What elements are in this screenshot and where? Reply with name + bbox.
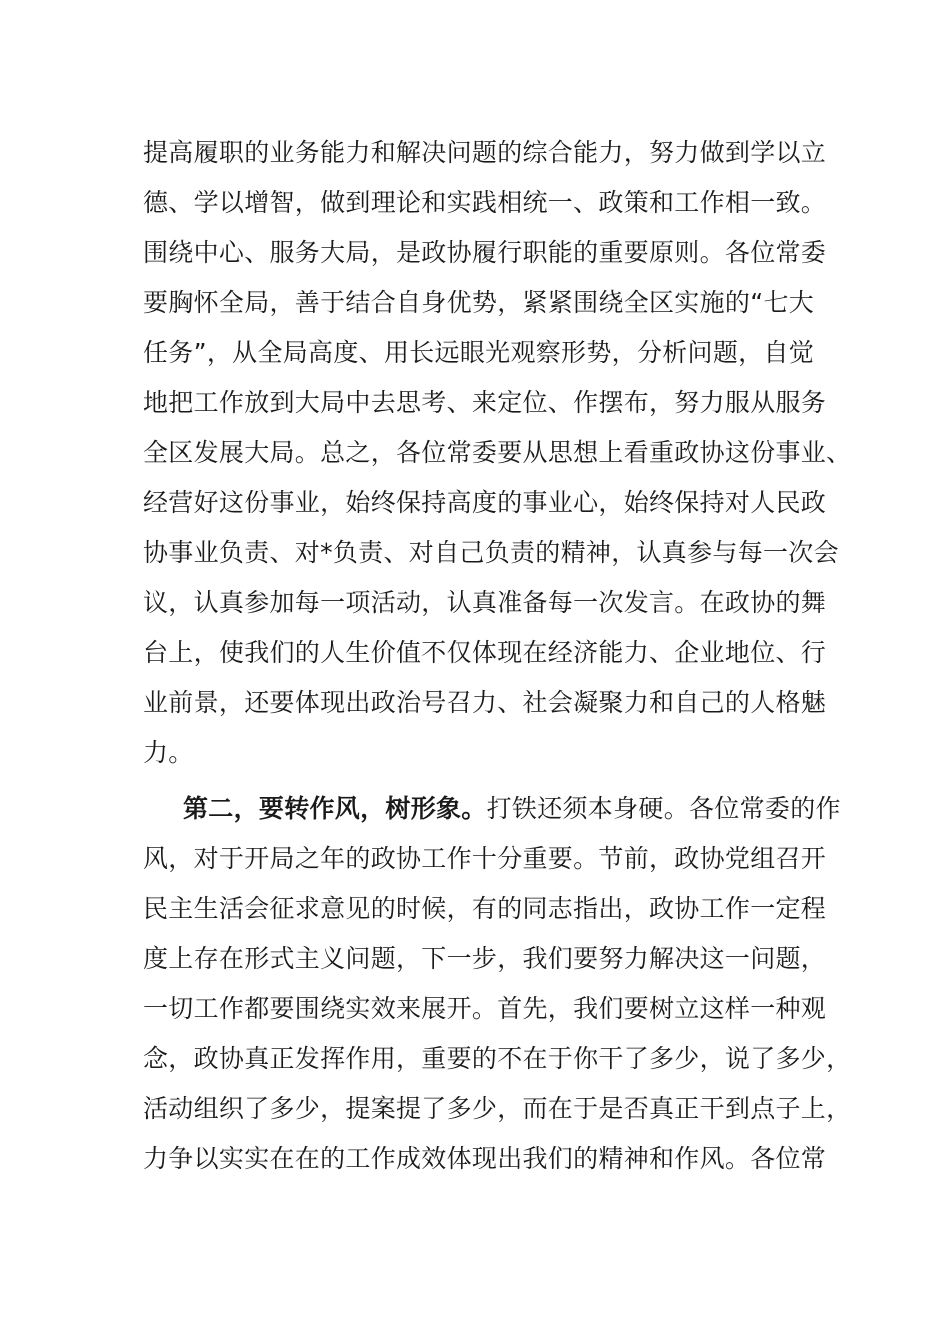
paragraph-1-line: 力。 xyxy=(143,738,194,767)
paragraph-1-line: 地把工作放到大局中去思考、来定位、作摆布，努力服从服务 xyxy=(143,388,827,417)
paragraph-2 xyxy=(143,784,852,1184)
paragraph-2-line: 风，对于开局之年的政协工作十分重要。节前，政协党组召开 xyxy=(143,844,827,873)
paragraph-1-line: 协事业负责、对*负责、对自己负责的精神，认真参与每一次会 xyxy=(143,538,839,567)
paragraph-2-line: 一切工作都要围绕实效来展开。首先，我们要树立这样一种观 xyxy=(143,994,827,1023)
paragraph-1-line: 经营好这份事业，始终保持高度的事业心，始终保持对人民政 xyxy=(143,488,827,517)
paragraph-1-line: 提高履职的业务能力和解决问题的综合能力，努力做到学以立 xyxy=(143,138,827,167)
paragraph-1-line: 围绕中心、服务大局，是政协履行职能的重要原则。各位常委 xyxy=(143,238,827,267)
paragraph-2-first-line-text: 打铁还须本身硬。各位常委的作 xyxy=(486,794,841,823)
paragraph-1-line: 任务”，从全局高度、用长远眼光观察形势，分析问题，自觉 xyxy=(143,338,815,367)
paragraph-1-line: 业前景，还要体现出政治号召力、社会凝聚力和自己的人格魅 xyxy=(143,688,827,717)
paragraph-2-line: 活动组织了多少，提案提了多少，而在于是否真正干到点子上， xyxy=(143,1094,852,1123)
paragraph-1-line: 台上，使我们的人生价值不仅体现在经济能力、企业地位、行 xyxy=(143,638,827,667)
paragraph-2-line: 念，政协真正发挥作用，重要的不在于你干了多少，说了多少， xyxy=(143,1044,852,1073)
paragraph-2-heading: 第二，要转作风，树形象。 xyxy=(183,794,487,823)
paragraph-1 xyxy=(143,128,852,778)
paragraph-1-line: 德、学以增智，做到理论和实践相统一、政策和工作相一致。 xyxy=(143,188,827,217)
paragraph-1-line: 议，认真参加每一项活动，认真准备每一次发言。在政协的舞 xyxy=(143,588,827,617)
paragraph-2-line: 力争以实实在在的工作成效体现出我们的精神和作风。各位常 xyxy=(143,1144,827,1173)
paragraph-2-line: 民主生活会征求意见的时候，有的同志指出，政协工作一定程 xyxy=(143,894,827,923)
paragraph-1-line: 要胸怀全局，善于结合自身优势，紧紧围绕全区实施的“七大 xyxy=(143,288,815,317)
paragraph-1-line: 全区发展大局。总之，各位常委要从思想上看重政协这份事业、 xyxy=(143,438,852,467)
paragraph-2-first-line xyxy=(143,784,841,834)
paragraph-2-line: 度上存在形式主义问题，下一步，我们要努力解决这一问题， xyxy=(143,944,827,973)
